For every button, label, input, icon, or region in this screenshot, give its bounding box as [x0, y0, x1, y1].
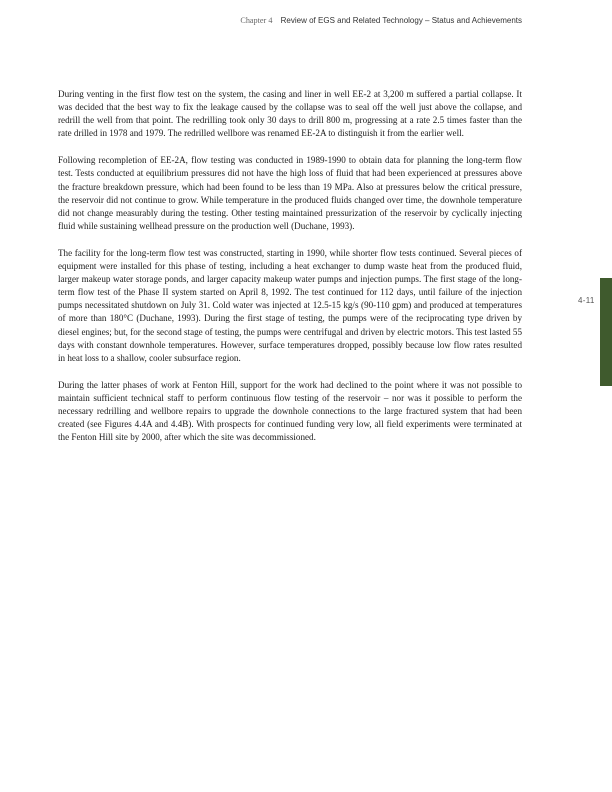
page-number: 4-11	[578, 296, 595, 305]
chapter-label: Chapter 4	[240, 16, 273, 25]
paragraph-2: Following recompletion of EE-2A, flow testing was conducted in 1989-1990 to obtain data for planning the long-term flow test. Tests conducted at equilibrium pressures did not have the high loss of fluid that had been experienced at pressures above the fracture breakdown pressure, which had been found to be less than 19 MPa. Also at pressures below the critical pressure, the reservoir did not continue to grow. While temperature in the produced fluids changed over time, the downhole temperature did not change measurably during the testing. Other testing maintained pressurization of the reservoir by cyclically injecting fluid while sustaining wellhead pressure on the production well (Duchane, 1993).	[58, 155, 522, 231]
paragraph-1: During venting in the first flow test on the system, the casing and liner in well EE-2 at 3,200 m suffered a partial collapse. It was decided that the best way to fix the leakage caused by the collapse was to seal off the well just above the collapse, and redrill the well from that point. The redrilling took only 30 days to drill 800 m, progressing at a rate 2.5 times faster than the rate drilled in 1978 and 1979. The redrilled wellbore was renamed EE-2A to distinguish it from the earlier well.	[58, 89, 522, 139]
body-text	[58, 88, 522, 458]
chapter-edge-tab	[600, 278, 612, 386]
running-header	[240, 16, 522, 25]
paragraph-3: The facility for the long-term flow test was constructed, starting in 1990, while shorter flow tests continued. Several pieces of equipment were installed for this phase of testing, including a heat exchanger to dump waste heat from the produced fluid, larger makeup water storage ponds, and larger capacity makeup water pumps and injection pumps. The first stage of the long-term flow test of the Phase II system started on April 8, 1992. The test continued for 112 days, until failure of the injection pumps necessitated shutdown on July 31. Cold water was injected at 12.5-15 kg/s (90-110 gpm) and produced at temperatures of more than 180°C (Duchane, 1993). During the first stage of testing, the pumps were of the reciprocating type driven by diesel engines; but, for the second stage of testing, the pumps were centrifugal and driven by electric motors. This test lasted 55 days with constant downhole temperatures. However, surface temperatures dropped, possibly because low flow rates resulted in heat loss to a shallow, cooler subsurface region.	[58, 247, 522, 363]
section-title: Review of EGS and Related Technology – Status and Achievements	[280, 16, 522, 25]
paragraph-4: During the latter phases of work at Fenton Hill, support for the work had declined to the point where it was not possible to maintain sufficient technical staff to perform continuous flow testing of the reservoir – nor was it possible to perform the necessary redrilling and wellbore repairs to upgrade the downhole connections to the large fractured system that had been created (see Figures 4.4A and 4.4B). With prospects for continued funding very low, all field experiments were terminated at the Fenton Hill site by 2000, after which the site was decommissioned.	[58, 379, 522, 443]
